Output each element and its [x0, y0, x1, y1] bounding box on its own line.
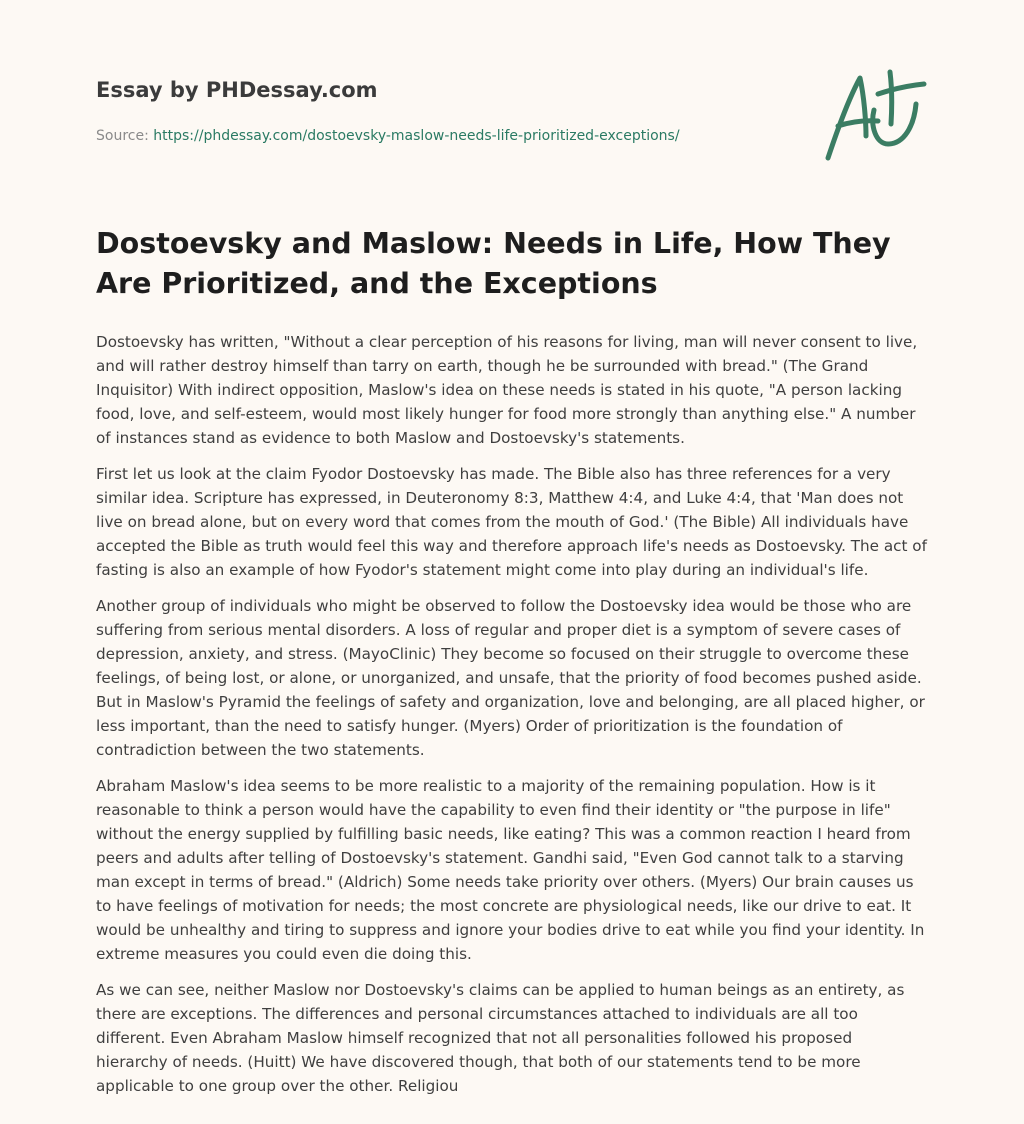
page-header — [96, 74, 796, 146]
paragraph: Abraham Maslow's idea seems to be more realistic to a majority of the remaining population. How is it reasonable to think a person would have the capability to even find their identity or "the purpose in life" without the energy supplied by fulfilling basic needs, like eating? This was a common reaction I heard from peers and adults after telling of Dostoevsky's statement. Gandhi said, "Even God cannot talk to a starving man except in terms of bread." (Aldrich) Some needs take priority over others. (Myers) Our brain causes us to have feelings of motivation for needs; the most concrete are physiological needs, like our drive to eat. It would be unhealthy and tiring to suppress and ignore your bodies drive to eat while you find your identity. In extreme measures you could even die doing this. — [96, 777, 925, 963]
a-plus-logo — [820, 66, 930, 166]
source-line — [96, 126, 796, 146]
source-link[interactable]: https://phdessay.com/dostoevsky-maslow-needs-life-prioritized-exceptions/ — [153, 128, 680, 144]
article-title: Dostoevsky and Maslow: Needs in Life, How They Are Prioritized, and the Exceptions — [96, 227, 891, 300]
paragraph: First let us look at the claim Fyodor Dostoevsky has made. The Bible also has three references for a very similar idea. Scripture has expressed, in Deuteronomy 8:3, Matthew 4:4, and Luke 4:4, that 'Man does not live on bread alone, but on every word that comes from the mouth of God.' (The Bible) All individuals have accepted the Bible as truth would feel this way and therefore approach life's needs as Dostoevsky. The act of fasting is also an example of how Fyodor's statement might come into play during an individual's life. — [96, 465, 927, 579]
paragraph: Dostoevsky has written, "Without a clear perception of his reasons for living, man will never consent to live, and will rather destroy himself than tarry on earth, though he be surrounded with bread." (The Grand Inquisitor) With indirect opposition, Maslow's idea on these needs is stated in his quote, "A person lacking food, love, and self-esteem, would most likely hunger for food more strongly than anything else." A number of instances stand as evidence to both Maslow and Dostoevsky's statements. — [96, 333, 918, 447]
source-label: Source: — [96, 128, 154, 144]
paragraph: Another group of individuals who might be observed to follow the Dostoevsky idea would be those who are suffering from serious mental disorders. A loss of regular and proper diet is a symptom of severe cases of depression, anxiety, and stress. (MayoClinic) They become so focused on their struggle to overcome these feelings, of being lost, or alone, or unorganized, and unsafe, that the priority of food becomes pushed aside. But in Maslow's Pyramid the feelings of safety and organization, love and belonging, are all placed higher, or less important, than the need to satisfy hunger. (Myers) Order of prioritization is the foundation of contradiction between the two statements. — [96, 597, 925, 759]
paragraph: As we can see, neither Maslow nor Dostoevsky's claims can be applied to human beings as an entirety, as there are exceptions. The differences and personal circumstances attached to individuals are all too different. Even Abraham Maslow himself recognized that not all personalities followed his proposed hierarchy of needs. (Huitt) We have discovered though, that both of our statements tend to be more applicable to one group over the other. Religiou — [96, 981, 905, 1095]
site-name: Essay by PHDessay.com — [96, 78, 378, 102]
article — [96, 224, 928, 1110]
a-plus-logo-icon — [820, 66, 930, 166]
